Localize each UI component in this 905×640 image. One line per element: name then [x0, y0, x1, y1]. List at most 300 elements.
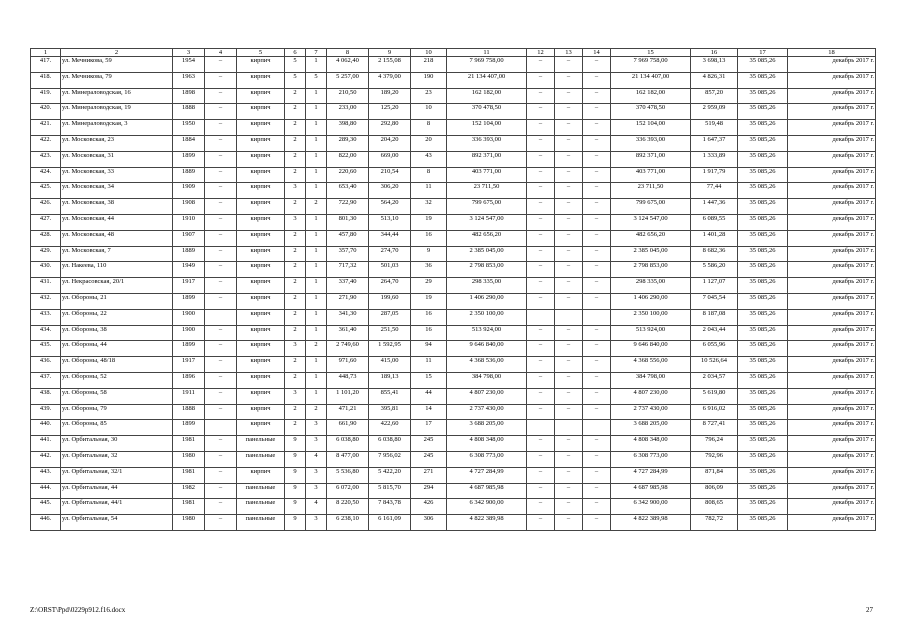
table-cell [527, 309, 555, 325]
date-cell: декабрь 2017 г. [788, 372, 876, 388]
table-cell: 292,80 [369, 120, 411, 136]
row-number-cell: 437. [31, 372, 61, 388]
table-cell: 2 [285, 135, 306, 151]
table-cell: 8 187,08 [691, 309, 738, 325]
date-cell: декабрь 2017 г. [788, 72, 876, 88]
table-cell: 218 [411, 57, 447, 73]
table-cell: 1884 [173, 135, 205, 151]
table-cell: 2 350 100,00 [611, 309, 691, 325]
table-cell: – [555, 341, 583, 357]
table-cell: 564,20 [369, 199, 411, 215]
table-cell: 306 [411, 515, 447, 531]
table-cell: – [527, 404, 555, 420]
table-cell: 6 038,80 [327, 436, 369, 452]
table-cell: 152 104,00 [611, 120, 691, 136]
table-cell: 4 807 230,00 [447, 388, 527, 404]
table-cell [527, 420, 555, 436]
column-number: 7 [306, 49, 327, 57]
table-cell: панельные [237, 436, 285, 452]
table-cell: – [555, 199, 583, 215]
table-cell: – [583, 278, 611, 294]
table-cell: 1 406 290,00 [611, 293, 691, 309]
table-cell [583, 309, 611, 325]
table-cell: 271,90 [327, 293, 369, 309]
column-number: 14 [583, 49, 611, 57]
table-cell: – [527, 357, 555, 373]
table-cell: 6 342 900,00 [447, 499, 527, 515]
table-cell: 3 [306, 420, 327, 436]
table-cell: 403 771,00 [447, 167, 527, 183]
table-cell: 35 085,26 [738, 483, 788, 499]
table-row [31, 451, 876, 467]
address-cell: ул. Московская, 38 [61, 199, 173, 215]
table-row [31, 483, 876, 499]
column-number: 10 [411, 49, 447, 57]
table-cell: 94 [411, 341, 447, 357]
table-cell: – [527, 325, 555, 341]
column-number: 8 [327, 49, 369, 57]
table-cell: панельные [237, 451, 285, 467]
table-row [31, 278, 876, 294]
address-cell: ул. Мечникова, 79 [61, 72, 173, 88]
table-cell: 3 [285, 214, 306, 230]
table-cell: 7 843,78 [369, 499, 411, 515]
table-cell: 2 [306, 199, 327, 215]
table-cell: 8 [411, 120, 447, 136]
address-cell: ул. Орбитальная, 32/1 [61, 467, 173, 483]
table-cell: 245 [411, 451, 447, 467]
table-cell: – [583, 325, 611, 341]
table-cell: – [583, 357, 611, 373]
table-cell: 17 [411, 420, 447, 436]
table-cell: 43 [411, 151, 447, 167]
table-cell: – [583, 104, 611, 120]
date-cell: декабрь 2017 г. [788, 309, 876, 325]
table-cell: кирпич [237, 388, 285, 404]
table-cell: 1949 [173, 262, 205, 278]
table-cell: 2 [285, 151, 306, 167]
table-cell: 384 798,00 [611, 372, 691, 388]
table-cell: 8 [411, 167, 447, 183]
table-cell: 1 647,37 [691, 135, 738, 151]
table-cell: 1 [306, 57, 327, 73]
table-cell: 3 698,13 [691, 57, 738, 73]
table-row [31, 183, 876, 199]
table-cell: 35 085,26 [738, 451, 788, 467]
table-cell: – [527, 120, 555, 136]
table-cell: 6 089,55 [691, 214, 738, 230]
table-cell: 501,03 [369, 262, 411, 278]
table-cell: 6 308 773,00 [447, 451, 527, 467]
table-cell: 1 [306, 388, 327, 404]
table-cell: 9 [285, 483, 306, 499]
table-cell: 35 085,26 [738, 436, 788, 452]
date-cell: декабрь 2017 г. [788, 278, 876, 294]
table-cell: – [527, 230, 555, 246]
table-cell: 4 379,00 [369, 72, 411, 88]
table-cell: 341,30 [327, 309, 369, 325]
table-cell: – [205, 278, 237, 294]
table-cell: 3 [306, 483, 327, 499]
date-cell: декабрь 2017 г. [788, 246, 876, 262]
table-cell: 3 [285, 183, 306, 199]
table-cell: – [555, 451, 583, 467]
row-number-cell: 444. [31, 483, 61, 499]
table-cell: 1899 [173, 341, 205, 357]
table-cell: 125,20 [369, 104, 411, 120]
table-cell: 448,73 [327, 372, 369, 388]
table-cell: 6 342 900,00 [611, 499, 691, 515]
row-number-cell: 434. [31, 325, 61, 341]
table-cell: кирпич [237, 262, 285, 278]
table-cell: 1950 [173, 120, 205, 136]
table-cell: 6 308 773,00 [611, 451, 691, 467]
table-cell: – [583, 499, 611, 515]
table-cell: 661,90 [327, 420, 369, 436]
table-cell: 782,72 [691, 515, 738, 531]
table-cell: 4 826,31 [691, 72, 738, 88]
address-cell: ул. Орбитальная, 54 [61, 515, 173, 531]
row-number-cell: 439. [31, 404, 61, 420]
table-cell: – [205, 214, 237, 230]
table-cell: 2 [285, 357, 306, 373]
table-cell: 2 385 045,00 [611, 246, 691, 262]
table-row [31, 388, 876, 404]
table-cell: – [583, 88, 611, 104]
address-cell: ул. Обороны, 21 [61, 293, 173, 309]
table-cell: 344,44 [369, 230, 411, 246]
date-cell: декабрь 2017 г. [788, 436, 876, 452]
table-cell: 457,80 [327, 230, 369, 246]
table-cell: 384 798,00 [447, 372, 527, 388]
table-cell: 1 [306, 183, 327, 199]
table-cell: кирпич [237, 325, 285, 341]
table-cell: 892 371,00 [447, 151, 527, 167]
row-number-cell: 423. [31, 151, 61, 167]
table-cell: – [583, 120, 611, 136]
row-number-cell: 440. [31, 420, 61, 436]
table-cell: 8 220,50 [327, 499, 369, 515]
table-row [31, 325, 876, 341]
table-cell: 189,20 [369, 88, 411, 104]
table-cell: – [205, 151, 237, 167]
table-cell: – [555, 262, 583, 278]
table-cell [555, 420, 583, 436]
table-cell: 23 [411, 88, 447, 104]
table-cell: 189,13 [369, 372, 411, 388]
table-cell: – [555, 483, 583, 499]
table-cell: 4 [306, 451, 327, 467]
table-cell: 19 [411, 214, 447, 230]
table-cell: 1980 [173, 451, 205, 467]
column-number: 16 [691, 49, 738, 57]
table-cell: 2 [285, 278, 306, 294]
table-cell: 398,80 [327, 120, 369, 136]
row-number-cell: 419. [31, 88, 61, 104]
table-cell: 1917 [173, 278, 205, 294]
table-cell: 1 [306, 230, 327, 246]
table-cell: – [527, 341, 555, 357]
table-cell: 1889 [173, 246, 205, 262]
date-cell: декабрь 2017 г. [788, 499, 876, 515]
table-cell: 2 737 430,00 [611, 404, 691, 420]
table-row [31, 72, 876, 88]
table-cell: 1 447,36 [691, 199, 738, 215]
table-cell: 426 [411, 499, 447, 515]
table-cell: 9 646 840,00 [447, 341, 527, 357]
table-cell: – [527, 88, 555, 104]
table-cell: 1981 [173, 436, 205, 452]
table-cell: – [555, 436, 583, 452]
footer-file-path: Z:\ORST\Ppd\0229p912.f16.docx [30, 606, 126, 614]
table-cell: – [555, 467, 583, 483]
date-cell: декабрь 2017 г. [788, 167, 876, 183]
table-cell: 1907 [173, 230, 205, 246]
table-cell: 1 [306, 309, 327, 325]
table-cell: 306,20 [369, 183, 411, 199]
table-cell: 2 [285, 246, 306, 262]
table-cell: 2 [306, 341, 327, 357]
table-cell: кирпич [237, 293, 285, 309]
table-cell: 1 592,95 [369, 341, 411, 357]
table-cell: 1 401,28 [691, 230, 738, 246]
table-cell: 77,44 [691, 183, 738, 199]
table-cell: 35 085,26 [738, 309, 788, 325]
table-cell: 2 [285, 104, 306, 120]
column-number: 3 [173, 49, 205, 57]
table-cell: – [583, 451, 611, 467]
row-number-cell: 424. [31, 167, 61, 183]
table-cell: 1 406 290,00 [447, 293, 527, 309]
table-cell: – [527, 183, 555, 199]
table-cell: 210,50 [327, 88, 369, 104]
table-cell: 2 385 045,00 [447, 246, 527, 262]
table-cell: 1917 [173, 357, 205, 373]
date-cell: декабрь 2017 г. [788, 451, 876, 467]
table-cell: – [527, 451, 555, 467]
table-cell: 35 085,26 [738, 278, 788, 294]
table-cell: 808,65 [691, 499, 738, 515]
table-cell: 162 182,00 [447, 88, 527, 104]
table-cell: 3 688 205,00 [611, 420, 691, 436]
table-row [31, 104, 876, 120]
table-cell: кирпич [237, 57, 285, 73]
table-cell: 7 969 758,00 [447, 57, 527, 73]
housing-table [30, 48, 876, 531]
table-cell: 44 [411, 388, 447, 404]
address-cell: ул. Московская, 44 [61, 214, 173, 230]
address-cell: ул. Обороны, 58 [61, 388, 173, 404]
table-cell: 971,60 [327, 357, 369, 373]
table-cell: 1 [306, 214, 327, 230]
table-row [31, 515, 876, 531]
date-cell: декабрь 2017 г. [788, 293, 876, 309]
table-cell: 271 [411, 467, 447, 483]
table-cell: 361,40 [327, 325, 369, 341]
table-cell: – [555, 388, 583, 404]
row-number-cell: 441. [31, 436, 61, 452]
row-number-cell: 438. [31, 388, 61, 404]
column-number: 13 [555, 49, 583, 57]
table-cell: – [205, 262, 237, 278]
address-cell: ул. Минераловодская, 3 [61, 120, 173, 136]
table-cell: 4 368 556,00 [611, 357, 691, 373]
table-cell: 1898 [173, 88, 205, 104]
table-cell: – [583, 293, 611, 309]
table-cell: кирпич [237, 467, 285, 483]
date-cell: декабрь 2017 г. [788, 325, 876, 341]
table-cell: – [527, 72, 555, 88]
table-cell [205, 309, 237, 325]
table-cell: 2 [306, 404, 327, 420]
table-cell: – [555, 278, 583, 294]
table-cell: 1981 [173, 499, 205, 515]
page-number: 27 [866, 606, 873, 614]
table-cell: 11 [411, 183, 447, 199]
table-cell: 36 [411, 262, 447, 278]
table-cell: – [205, 104, 237, 120]
table-cell: – [583, 436, 611, 452]
column-number-row [31, 49, 876, 57]
table-cell: 220,60 [327, 167, 369, 183]
column-number: 12 [527, 49, 555, 57]
table-cell: 2 155,08 [369, 57, 411, 73]
table-cell: кирпич [237, 72, 285, 88]
address-cell: ул. Накеева, 110 [61, 262, 173, 278]
table-cell: 799 675,00 [447, 199, 527, 215]
table-cell: 395,81 [369, 404, 411, 420]
table-cell: 2 [285, 293, 306, 309]
table-cell: 3 688 205,00 [447, 420, 527, 436]
row-number-cell: 443. [31, 467, 61, 483]
table-cell: 152 104,00 [447, 120, 527, 136]
date-cell: декабрь 2017 г. [788, 420, 876, 436]
table-cell: 482 656,20 [447, 230, 527, 246]
table-cell: кирпич [237, 230, 285, 246]
table-cell: – [583, 483, 611, 499]
table-cell: 717,32 [327, 262, 369, 278]
table-cell: 2 [285, 309, 306, 325]
table-cell: – [205, 293, 237, 309]
table-cell: – [583, 388, 611, 404]
table-cell: 2 749,60 [327, 341, 369, 357]
row-number-cell: 428. [31, 230, 61, 246]
table-cell: 35 085,26 [738, 325, 788, 341]
table-cell: – [527, 515, 555, 531]
table-cell: 5 [285, 72, 306, 88]
table-cell: – [205, 515, 237, 531]
address-cell: ул. Обороны, 52 [61, 372, 173, 388]
table-cell: – [205, 357, 237, 373]
table-cell: кирпич [237, 341, 285, 357]
table-cell: 5 815,70 [369, 483, 411, 499]
table-cell: – [555, 135, 583, 151]
table-row [31, 120, 876, 136]
table-cell: 482 656,20 [611, 230, 691, 246]
table-cell: 370 478,50 [447, 104, 527, 120]
table-cell: 871,84 [691, 467, 738, 483]
table-row [31, 57, 876, 73]
column-number: 6 [285, 49, 306, 57]
table-cell: – [205, 135, 237, 151]
table-cell: 6 038,80 [369, 436, 411, 452]
table-cell: – [527, 167, 555, 183]
row-number-cell: 427. [31, 214, 61, 230]
table-cell: кирпич [237, 404, 285, 420]
table-cell: 1 101,20 [327, 388, 369, 404]
table-cell: 7 956,02 [369, 451, 411, 467]
table-cell: кирпич [237, 151, 285, 167]
table-cell: 4 [306, 499, 327, 515]
table-cell: – [583, 151, 611, 167]
address-cell: ул. Московская, 23 [61, 135, 173, 151]
column-number: 4 [205, 49, 237, 57]
table-row [31, 246, 876, 262]
table-cell: 2 798 853,00 [611, 262, 691, 278]
table-cell: 6 916,02 [691, 404, 738, 420]
table-cell: 2 350 100,00 [447, 309, 527, 325]
date-cell: декабрь 2017 г. [788, 483, 876, 499]
table-cell: 287,05 [369, 309, 411, 325]
table-cell: 21 134 407,00 [611, 72, 691, 88]
table-cell: 2 959,09 [691, 104, 738, 120]
table-cell: – [527, 246, 555, 262]
table-row [31, 135, 876, 151]
address-cell: ул. Московская, 34 [61, 183, 173, 199]
table-cell: 4 368 536,00 [447, 357, 527, 373]
table-cell: 1 [306, 262, 327, 278]
table-cell: кирпич [237, 88, 285, 104]
table-cell: панельные [237, 515, 285, 531]
table-cell: 1909 [173, 183, 205, 199]
date-cell: декабрь 2017 г. [788, 199, 876, 215]
table-cell: 23 711,50 [611, 183, 691, 199]
table-cell: 513 924,00 [611, 325, 691, 341]
table-cell: 5 619,80 [691, 388, 738, 404]
table-cell: 19 [411, 293, 447, 309]
table-cell: 21 134 407,00 [447, 72, 527, 88]
table-cell: – [205, 88, 237, 104]
table-cell: 2 [285, 262, 306, 278]
table-cell: – [205, 436, 237, 452]
table-cell: 9 [285, 515, 306, 531]
table-cell: 1 917,79 [691, 167, 738, 183]
table-cell: 35 085,26 [738, 341, 788, 357]
table-cell: 6 055,96 [691, 341, 738, 357]
table-row [31, 467, 876, 483]
table-cell: 204,20 [369, 135, 411, 151]
table-cell: кирпич [237, 120, 285, 136]
address-cell: ул. Московская, 7 [61, 246, 173, 262]
date-cell: декабрь 2017 г. [788, 57, 876, 73]
table-cell: 190 [411, 72, 447, 88]
table-cell: 32 [411, 199, 447, 215]
table-row [31, 88, 876, 104]
table-cell: 274,70 [369, 246, 411, 262]
table-cell: кирпич [237, 372, 285, 388]
table-cell: – [555, 57, 583, 73]
table-cell: 2 [285, 404, 306, 420]
table-cell: 9 [411, 246, 447, 262]
table-cell: 857,20 [691, 88, 738, 104]
table-cell: – [583, 230, 611, 246]
table-cell: 799 675,00 [611, 199, 691, 215]
table-row [31, 436, 876, 452]
table-cell: 1896 [173, 372, 205, 388]
table-cell: 3 [306, 436, 327, 452]
table-cell: 1888 [173, 404, 205, 420]
table-cell: 4 822 389,98 [611, 515, 691, 531]
